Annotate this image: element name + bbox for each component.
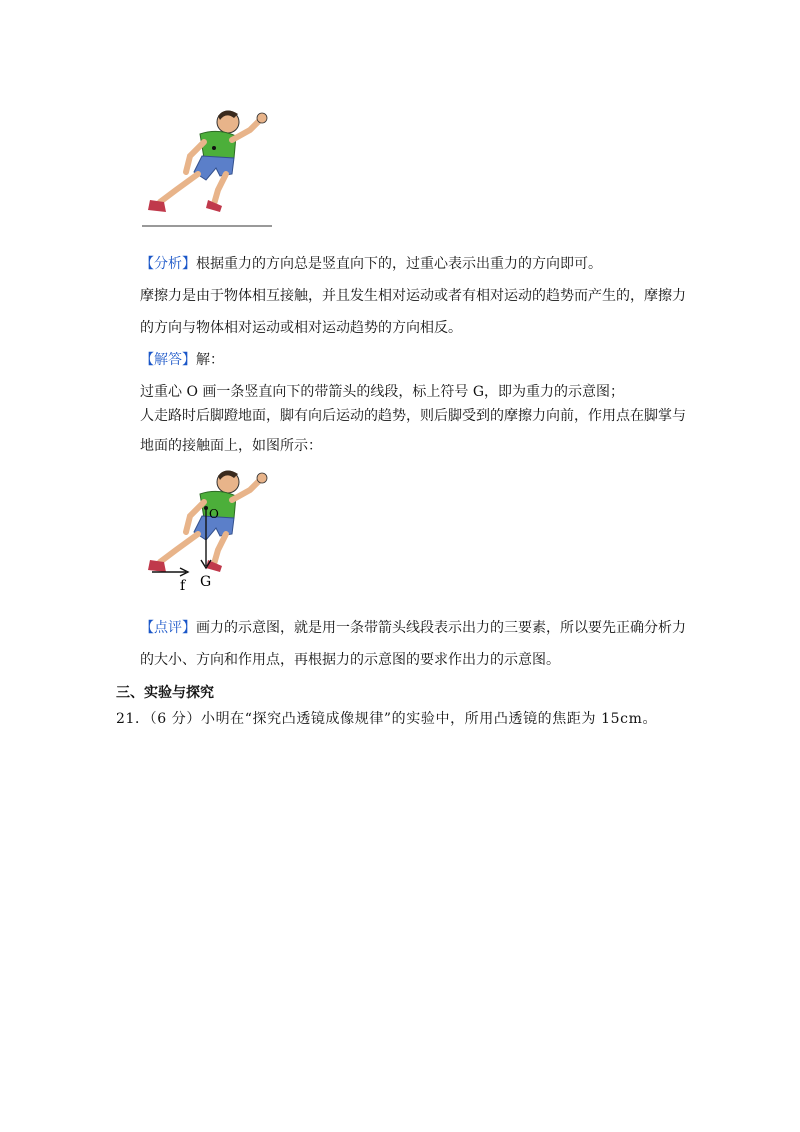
analysis-tag: 【分析】 xyxy=(140,256,196,272)
answer-line-3: 地面的接触面上，如图所示： xyxy=(140,438,322,454)
analysis-line-2: 摩擦力是由于物体相互接触，并且发生相对运动或者有相对运动的趋势而产生的，摩擦力 xyxy=(140,288,686,304)
friction-label: f xyxy=(180,578,186,594)
analysis-line-3: 的方向与物体相对运动或相对运动趋势的方向相反。 xyxy=(140,320,462,336)
answer-tag: 【解答】 xyxy=(140,352,196,368)
comment-line-2: 的大小、方向和作用点，再根据力的示意图的要求作出力的示意图。 xyxy=(140,652,560,668)
comment-line-1: 【点评】画力的示意图，就是用一条带箭头线段表示出力的三要素，所以要先正确分析力 xyxy=(140,620,686,636)
answer-line-1: 过重心 O 画一条竖直向下的带箭头的线段，标上符号 G，即为重力的示意图； xyxy=(140,384,625,400)
running-boy-figure xyxy=(138,100,278,230)
section-heading: 三、实验与探究 xyxy=(116,685,214,701)
force-diagram-figure xyxy=(138,460,278,600)
answer-header: 【解答】解： xyxy=(140,352,224,368)
gravity-label: G xyxy=(200,574,212,590)
question-21: 21．（6 分）小明在“探究凸透镜成像规律”的实验中，所用凸透镜的焦距为 15cm。 xyxy=(116,711,658,727)
analysis-line-1: 【分析】根据重力的方向总是竖直向下的，过重心表示出重力的方向即可。 xyxy=(140,256,602,272)
comment-tag: 【点评】 xyxy=(140,620,196,636)
answer-line-2: 人走路时后脚蹬地面，脚有向后运动的趋势，则后脚受到的摩擦力向前，作用点在脚掌与 xyxy=(140,408,686,424)
center-label: O xyxy=(209,507,219,521)
